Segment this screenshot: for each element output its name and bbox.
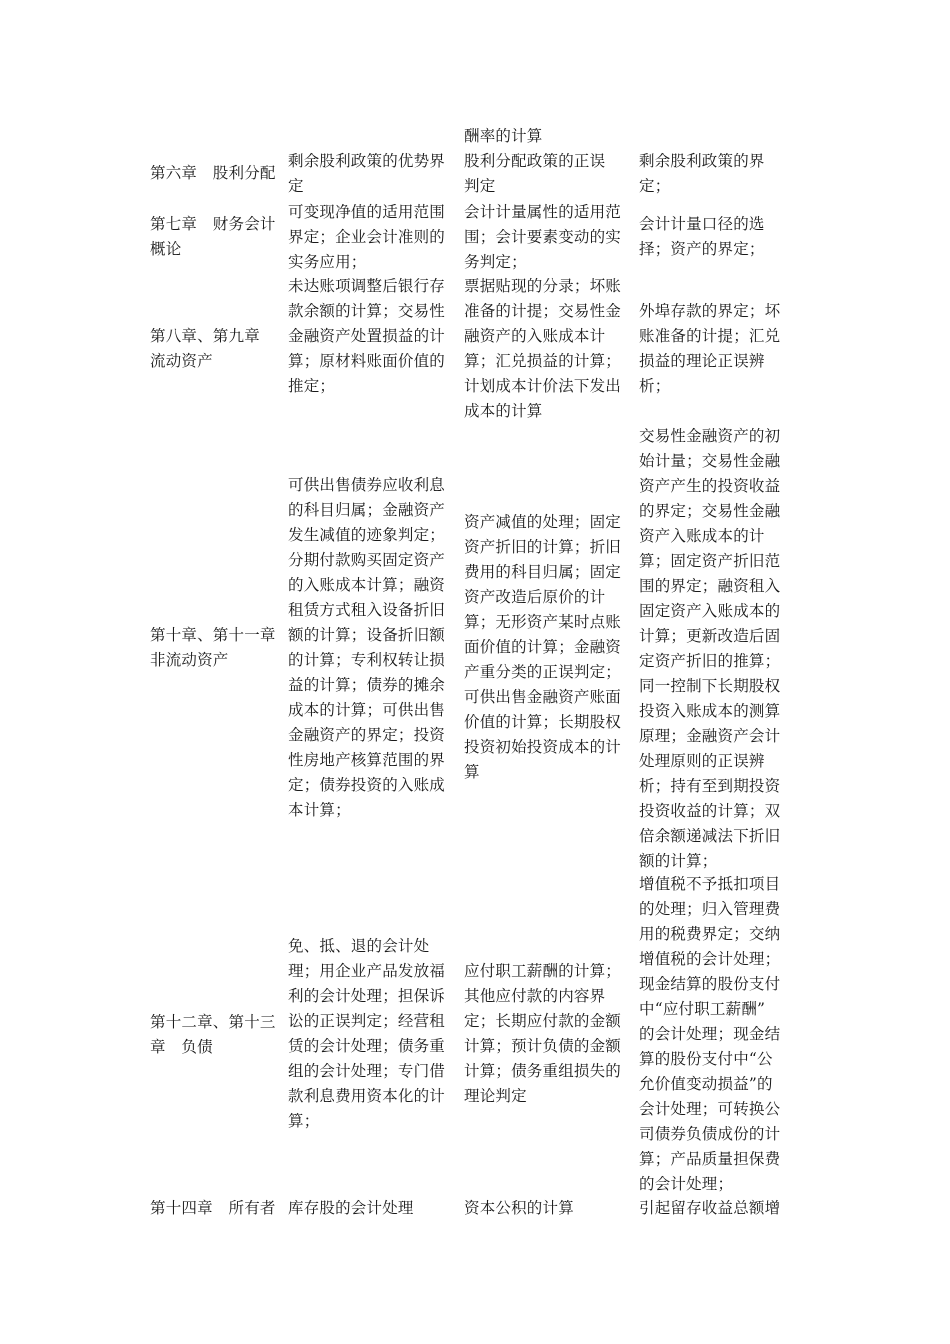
row-3-chapter: 第八章、第九章 流动资产: [150, 327, 260, 370]
row-5-col1: 免、抵、退的会计处 理；用企业产品发放福 利的会计处理；担保诉 讼的正误判定；经营租 赁的会计处理；债务重 组的会计处理；专门借 款利息费用资本化的计 算；: [288, 937, 446, 1130]
row-2-col3: 会计计量口径的选 择；资产的界定；: [639, 215, 765, 258]
row-2-col1: 可变现净值的适用范围 界定；企业会计准则的 实务应用；: [288, 203, 446, 271]
row-5-col2: 应付职工薪酬的计算； 其他应付款的内容界 定；长期应付款的金额 计算；预计负债的金额 计算；债务重组损失的 理论判定: [464, 962, 622, 1105]
row-6-col3: 引起留存收益总额增: [639, 1199, 781, 1217]
row-3-col1: 未达账项调整后银行存 款余额的计算；交易性 金融资产处置损益的计 算；原材料账面价值的 推定；: [288, 277, 446, 395]
row-5-chapter: 第十二章、第十三 章 负债: [150, 1013, 276, 1056]
row-2-col2: 会计计量属性的适用范 围；会计要素变动的实 务判定；: [464, 203, 622, 271]
row-6-chapter: 第十四章 所有者: [150, 1199, 276, 1217]
row-1-col1: 剩余股利政策的优势界 定: [288, 152, 446, 195]
row-3-col2: 票据贴现的分录；坏账 准备的计提；交易性金 融资产的入账成本计 算；汇兑损益的计算； 计划成本计价法下发出 成本的计算: [464, 277, 622, 420]
row-4-col1: 可供出售债券应收利息 的科目归属；金融资产 发生减值的迹象判定； 分期付款购买固定资产 的入账成本计算；融资 租赁方式租入设备折旧 额的计算；设备折旧额 的计算；专利权转让损 益的计算；债券的摊余 成本的计算；可供出售 金融资产的界定；投资 性房地产核算范围的界 定；债券投资的入账成 本计算；: [288, 476, 446, 819]
row-5-col3: 增值税不予抵扣项目 的处理；归入管理费 用的税费界定；交纳 增值税的会计处理； 现金结算的股份支付 中“应付职工薪酬” 的会计处理；现金结 算的股份支付中“公 允价值变动损益”的 会计处理；可转换公 司债券负债成份的计 算；产品质量担保费 的会计处理；: [639, 875, 781, 1193]
row-4-col2: 资产减值的处理；固定 资产折旧的计算；折旧 费用的科目归属；固定 资产改造后原价的计 算；无形资产某时点账 面价值的计算；金融资 产重分类的正误判定； 可供出售金融资产账面 价值的计算；长期股权 投资初始投资成本的计 算: [464, 513, 622, 781]
row-3-col3: 外埠存款的界定；坏 账准备的计提；汇兑 损益的理论正误辨 析；: [639, 302, 781, 395]
row-1-col2: 股利分配政策的正误 判定: [464, 152, 606, 195]
row-1-col3: 剩余股利政策的界 定；: [639, 152, 765, 195]
row-1-chapter: 第六章 股利分配: [150, 164, 276, 182]
row-4-chapter: 第十章、第十一章 非流动资产: [150, 626, 276, 669]
row-6-col2: 资本公积的计算: [464, 1199, 574, 1217]
row-0-col2: 酬率的计算: [464, 127, 543, 145]
row-6-col1: 库存股的会计处理: [288, 1199, 414, 1217]
row-4-col3: 交易性金融资产的初 始计量；交易性金融 资产产生的投资收益 的界定；交易性金融 资产入账成本的计 算；固定资产折旧范 围的界定；融资租入 固定资产入账成本的 计算；更新改造后固 定资产折旧的推算； 同一控制下长期股权 投资入账成本的测算 原理；金融资产会计 处理原则的正误辨 析；持有至到期投资 投资收益的计算；双 倍余额递减法下折旧 额的计算；: [639, 427, 781, 870]
row-2-chapter: 第七章 财务会计 概论: [150, 215, 276, 258]
